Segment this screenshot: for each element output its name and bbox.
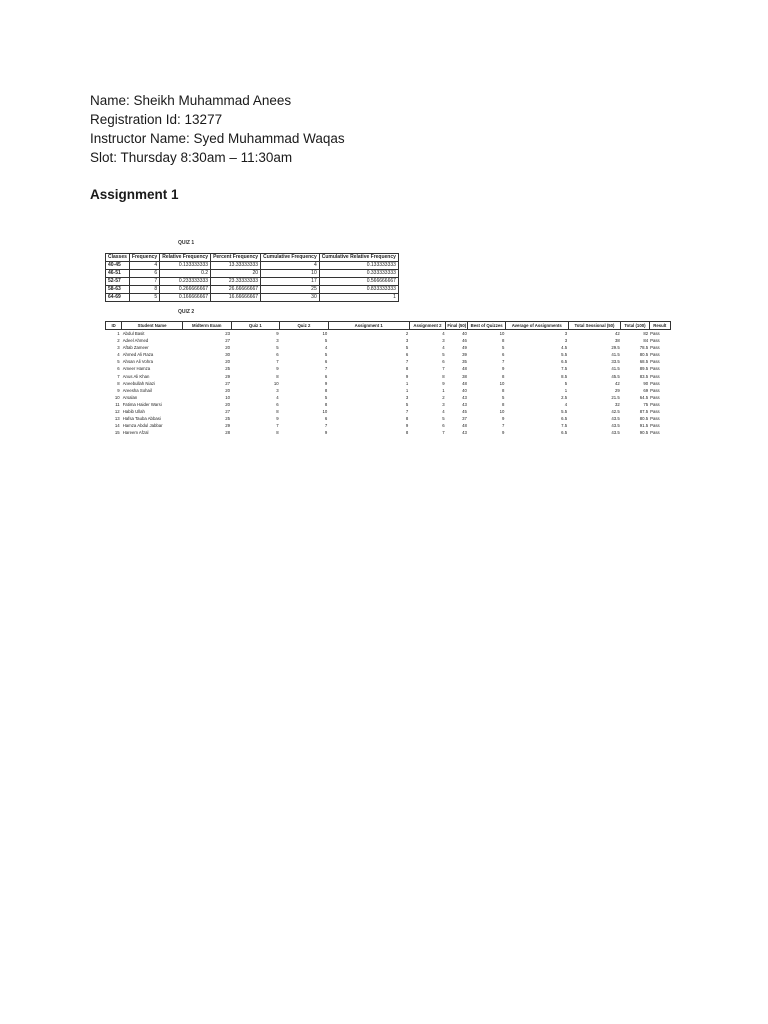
table-cell: 48 [462, 423, 467, 429]
table-cell: 9 [117, 387, 120, 393]
table-cell: 43.5 [611, 423, 620, 429]
freq-col-header: Cumulative Relative Frequency [319, 254, 398, 262]
table-cell: 7 [501, 359, 505, 365]
student-col-header: Final (50) [447, 323, 467, 328]
table-cell: 6 [442, 359, 445, 365]
table-cell: Pass [650, 416, 660, 422]
table-cell: 8 [276, 373, 279, 379]
table-cell: 6 [117, 366, 120, 372]
student-col-header: Assignment 1 [328, 322, 409, 330]
table-cell: 4 [324, 345, 328, 351]
student-col-header: ID [106, 322, 122, 330]
table-cell: 5 [129, 294, 159, 302]
table-cell: Pass [650, 409, 660, 415]
table-cell: Pass [650, 373, 660, 379]
student-table-header [106, 322, 671, 330]
table-cell: 4 [261, 262, 320, 270]
table-cell: 43 [462, 430, 467, 436]
table-cell: 5.5 [561, 352, 568, 358]
table-cell: 4 [442, 331, 445, 336]
table-row [106, 358, 671, 365]
table-cell: 4 [564, 401, 568, 407]
table-cell: 7 [442, 366, 445, 372]
table-cell: 7 [405, 359, 409, 365]
table-cell: 5 [501, 394, 505, 400]
table-cell: 5 [324, 394, 328, 400]
table-cell: Aftab Zameer [122, 345, 149, 351]
table-cell: Habib Ullah [122, 409, 145, 415]
table-cell: 8 [276, 430, 279, 436]
table-cell: 10 [273, 380, 279, 386]
student-info [90, 91, 345, 167]
table-cell: 4 [442, 409, 445, 415]
table-cell: 0.133333333 [319, 262, 398, 270]
student-col-header: Student Name [122, 322, 183, 330]
table-cell: Ahmed Ali Raza [122, 352, 154, 358]
table-cell: Arsalan [122, 394, 138, 400]
freq-col-header: Relative Frequency [160, 254, 211, 262]
table-cell: Pass [650, 430, 660, 436]
table-cell: Hafsa Tauba Abbasi [122, 416, 161, 422]
table-cell: 9 [276, 331, 279, 336]
table-cell: 6 [501, 352, 505, 358]
table-cell: 8 [501, 387, 505, 393]
table-cell: 6.5 [561, 430, 568, 436]
table-cell: 69 [643, 387, 649, 393]
table-cell: 10 [261, 270, 320, 278]
table-cell: Pass [650, 345, 660, 351]
table-cell: 25 [261, 286, 320, 294]
table-row [106, 408, 671, 415]
table-cell: 82 [643, 331, 649, 336]
table-cell: 0.566666667 [319, 278, 398, 286]
table-cell: 64.5 [639, 394, 649, 400]
table-row [106, 422, 671, 429]
freq-col-header: Percent Frequency [211, 254, 261, 262]
table-cell: 17 [261, 278, 320, 286]
table-cell: 3 [442, 401, 445, 407]
table-row [106, 429, 671, 436]
table-cell: 89.5 [639, 366, 649, 372]
table-cell: 23 [225, 331, 231, 336]
frequency-table-header [106, 254, 399, 262]
table-cell: 8 [324, 401, 328, 407]
student-col-header: Quiz 2 [280, 322, 329, 330]
table-cell: 8 [501, 338, 505, 344]
freq-col-header: Classes [106, 254, 130, 262]
table-cell: Ameer Hamza [122, 366, 151, 372]
table-cell: 39 [462, 352, 467, 358]
assignment-title: Assignment 1 [90, 187, 179, 202]
table-cell: 7 [405, 409, 409, 415]
table-cell: 58-63 [106, 286, 130, 294]
table-cell: 6 [129, 270, 159, 278]
table-cell: Pass [650, 380, 660, 386]
registration-id: Registration Id: 13277 [90, 112, 223, 127]
table-cell: 2.5 [561, 394, 568, 400]
table-cell: 7.5 [561, 366, 568, 372]
table-cell: 30 [225, 352, 231, 358]
table-cell: 6 [442, 423, 445, 429]
table-row [106, 401, 671, 408]
table-row [106, 380, 671, 387]
table-cell: 37 [462, 416, 467, 422]
table-cell: 3 [442, 338, 445, 344]
table-cell: 43 [462, 401, 467, 407]
table-cell: 9 [501, 366, 505, 372]
table-cell: 6 [324, 416, 328, 422]
table-cell: 78.5 [639, 345, 649, 351]
table-cell: 20 [225, 359, 231, 365]
table-cell: 3 [276, 338, 279, 344]
table-cell: 8.5 [561, 373, 568, 379]
table-row [106, 387, 671, 394]
table-cell: 40 [462, 331, 467, 336]
table-cell: 4 [117, 352, 120, 358]
table-cell: Areesha Sohail [122, 387, 152, 393]
table-cell: 6 [324, 359, 328, 365]
table-cell: 9 [405, 423, 409, 429]
table-cell: 10 [499, 380, 505, 386]
table-cell: 6 [324, 373, 328, 379]
table-cell: 10 [322, 331, 328, 336]
student-results-table [105, 321, 671, 436]
table-cell: 83.5 [639, 373, 649, 379]
table-cell: 29 [225, 373, 231, 379]
table-cell: 42.5 [611, 409, 620, 415]
table-cell: 6 [276, 352, 279, 358]
table-cell: 30 [261, 294, 320, 302]
table-cell: Hamza Abdul Jabbar [122, 423, 163, 429]
table-cell: 84 [643, 338, 649, 344]
student-col-header: Total (100) [621, 322, 649, 330]
table-cell: 20 [211, 270, 261, 278]
table-cell: Pass [650, 401, 660, 407]
table-cell: 35 [462, 359, 467, 365]
table-cell: 6 [276, 401, 279, 407]
table-row [106, 262, 399, 270]
table-cell: Fatima Haider Warsi [122, 401, 162, 407]
table-cell: 25 [225, 366, 231, 372]
table-cell: 68.5 [639, 359, 649, 365]
table-cell: 27 [225, 409, 231, 415]
table-cell: 41.5 [611, 352, 620, 358]
student-col-header: Midterm Exam [182, 322, 231, 330]
student-col-header: Total Sessional (50) [568, 322, 621, 330]
class-slot: Slot: Thursday 8:30am – 11:30am [90, 150, 293, 165]
table-cell: 6.5 [561, 416, 568, 422]
table-cell: 90.5 [639, 430, 649, 436]
table-cell: 91.5 [639, 423, 649, 429]
table-cell: 27 [225, 338, 231, 344]
table-row [106, 337, 671, 344]
table-cell: 14 [114, 423, 120, 429]
table-cell: 10 [499, 331, 505, 336]
table-cell: 4 [129, 262, 159, 270]
table-cell: 23.33333333 [211, 278, 261, 286]
table-cell: 80.5 [639, 352, 649, 358]
table-cell: 43.5 [611, 430, 620, 436]
freq-col-header: Frequency [129, 254, 159, 262]
table-cell: 5 [442, 416, 445, 422]
table-cell: 2 [117, 338, 120, 344]
table-row [106, 394, 671, 401]
table-cell: 1 [319, 294, 398, 302]
table-cell: 5 [564, 380, 568, 386]
table-cell: 90 [643, 380, 649, 386]
table-cell: 1 [564, 387, 568, 393]
table-cell: 13 [114, 416, 120, 422]
table-cell: 45.5 [611, 373, 620, 379]
table-cell: 8 [442, 373, 445, 379]
table-cell: 0.233333333 [160, 278, 211, 286]
table-cell: 5 [324, 338, 328, 344]
table-cell: Pass [650, 394, 660, 400]
table-cell: 75 [643, 401, 649, 407]
table-cell: 9 [501, 416, 505, 422]
table-cell: Aneebullah Niazi [122, 380, 155, 386]
table-cell: 12 [114, 409, 120, 415]
table-cell: Pass [650, 338, 660, 344]
table-cell: 48 [462, 380, 467, 386]
table-cell: 6 [405, 352, 409, 358]
quiz2-caption: QUIZ 2 [178, 309, 195, 315]
table-cell: 1 [117, 331, 120, 336]
table-cell: 5 [117, 359, 120, 365]
table-cell: 8 [117, 380, 120, 386]
table-cell: 9 [501, 430, 505, 436]
table-cell: 27 [225, 380, 231, 386]
table-row [106, 365, 671, 372]
table-cell: 20 [225, 345, 231, 351]
table-row [106, 294, 399, 302]
student-col-header: Assignment 2 [409, 322, 445, 330]
table-cell: 41.5 [611, 366, 620, 372]
table-cell: Hareem Afzal [122, 430, 149, 436]
table-cell: 7 [276, 359, 279, 365]
table-cell: 4 [442, 345, 445, 351]
table-cell: 38 [462, 373, 467, 379]
table-cell: 33.5 [611, 359, 620, 365]
table-cell: 9 [324, 430, 328, 436]
table-cell: Pass [650, 366, 660, 372]
table-cell: 2 [442, 394, 445, 400]
table-cell: 10 [499, 409, 505, 415]
table-cell: Anus Ali Khan [122, 373, 150, 379]
table-cell: 3 [117, 345, 120, 351]
table-cell: 9 [276, 366, 279, 372]
table-row [106, 270, 399, 278]
table-row [106, 344, 671, 351]
table-cell: 1 [405, 380, 409, 386]
table-cell: 29.5 [611, 345, 620, 351]
table-cell: 5 [501, 345, 505, 351]
student-col-header: Average of Assignments [505, 322, 568, 330]
table-cell: 49 [462, 345, 467, 351]
table-cell: 0.333333333 [319, 270, 398, 278]
table-cell: 0.2 [160, 270, 211, 278]
frequency-table [105, 253, 399, 302]
table-cell: 0.166666667 [160, 294, 211, 302]
table-cell: 11 [115, 401, 120, 407]
table-row [106, 278, 399, 286]
table-cell: 5.5 [561, 409, 568, 415]
table-cell: 7 [442, 430, 445, 436]
table-cell: Pass [650, 423, 660, 429]
table-cell: 42 [615, 380, 620, 386]
table-cell: 13.33333333 [211, 262, 261, 270]
table-cell: Abdul Basit [122, 331, 145, 336]
table-cell: 40-45 [106, 262, 130, 270]
table-cell: 10 [322, 409, 328, 415]
table-cell: 26.66666667 [211, 286, 261, 294]
table-cell: 8 [501, 401, 505, 407]
table-cell: 46 [462, 338, 467, 344]
frequency-table-body [106, 262, 399, 302]
table-cell: 29 [615, 387, 620, 393]
table-cell: 7 [501, 423, 505, 429]
table-cell: 8 [405, 416, 409, 422]
table-cell: Pass [650, 359, 660, 365]
table-cell: 7 [324, 366, 328, 372]
table-cell: 3 [405, 394, 409, 400]
table-cell: Pass [650, 352, 660, 358]
table-cell: 6.5 [561, 359, 568, 365]
table-cell: 1 [405, 387, 409, 393]
table-cell: 4.5 [561, 345, 568, 351]
table-cell: 8 [405, 366, 409, 372]
table-cell: 15 [114, 430, 120, 436]
table-cell: 0.833333333 [319, 286, 398, 294]
table-cell: 7 [276, 423, 279, 429]
table-cell: 10 [114, 394, 120, 400]
instructor-name: Instructor Name: Syed Muhammad Waqas [90, 131, 345, 146]
table-cell: 5 [276, 345, 279, 351]
table-cell: 7 [117, 373, 120, 379]
table-cell: 43 [462, 394, 467, 400]
table-cell: 5 [405, 345, 409, 351]
table-row [106, 415, 671, 422]
table-cell: 9 [442, 380, 445, 386]
table-row [106, 330, 671, 338]
table-cell: 32 [615, 401, 620, 407]
student-col-header: Result [649, 322, 670, 330]
table-cell: 7.5 [561, 423, 568, 429]
table-cell: 8 [405, 430, 409, 436]
table-cell: 20 [225, 401, 231, 407]
table-row [106, 373, 671, 380]
table-cell: 10 [225, 394, 231, 400]
table-cell: 8 [324, 387, 328, 393]
table-cell: 9 [276, 416, 279, 422]
table-cell: 9 [324, 380, 328, 386]
table-cell: 16.66666667 [211, 294, 261, 302]
table-cell: 25 [225, 416, 231, 422]
table-cell: Adeel Ahmed [122, 338, 149, 344]
table-cell: 8 [501, 373, 505, 379]
table-cell: 87.5 [639, 409, 649, 415]
table-cell: 52-57 [106, 278, 130, 286]
table-cell: 3 [276, 387, 279, 393]
student-name: Name: Sheikh Muhammad Anees [90, 93, 292, 108]
table-cell: 5 [324, 352, 328, 358]
table-cell: 1 [442, 387, 445, 393]
table-cell: 20 [225, 387, 231, 393]
table-cell: 5 [405, 401, 409, 407]
table-row [106, 286, 399, 294]
table-cell: 29 [225, 423, 231, 429]
table-cell: 40 [462, 387, 467, 393]
table-cell: 8 [276, 409, 279, 415]
table-row [106, 351, 671, 358]
student-table-body [106, 330, 671, 437]
table-cell: 0.133333333 [160, 262, 211, 270]
table-cell: 5 [442, 352, 445, 358]
table-cell: 3 [564, 331, 568, 336]
table-cell: 21.5 [611, 394, 620, 400]
student-col-header: Best of Quizzes [468, 322, 505, 330]
table-cell: 38 [615, 338, 620, 344]
table-cell: 64-69 [106, 294, 130, 302]
table-cell: 0.266666667 [160, 286, 211, 294]
table-cell: Pass [650, 387, 660, 393]
table-cell: 80.5 [639, 416, 649, 422]
table-cell: 7 [129, 278, 159, 286]
freq-col-header: Cumulative Frequency [261, 254, 320, 262]
table-cell: 46-51 [106, 270, 130, 278]
student-col-header: Quiz 1 [231, 322, 280, 330]
table-cell: 45 [462, 409, 467, 415]
table-cell: 42 [615, 331, 620, 336]
table-cell: 3 [564, 338, 568, 344]
table-cell: 2 [405, 331, 409, 336]
table-cell: 9 [405, 373, 409, 379]
quiz1-caption: QUIZ 1 [178, 240, 195, 246]
table-cell: 7 [324, 423, 328, 429]
table-cell: 43.5 [611, 416, 620, 422]
table-cell: 48 [462, 366, 467, 372]
table-cell: 4 [276, 394, 279, 400]
table-cell: 3 [405, 338, 409, 344]
table-cell: 8 [129, 286, 159, 294]
table-cell: Pass [650, 331, 660, 336]
table-cell: Ahsan Ali Vohra [122, 359, 154, 365]
table-cell: 28 [225, 430, 231, 436]
